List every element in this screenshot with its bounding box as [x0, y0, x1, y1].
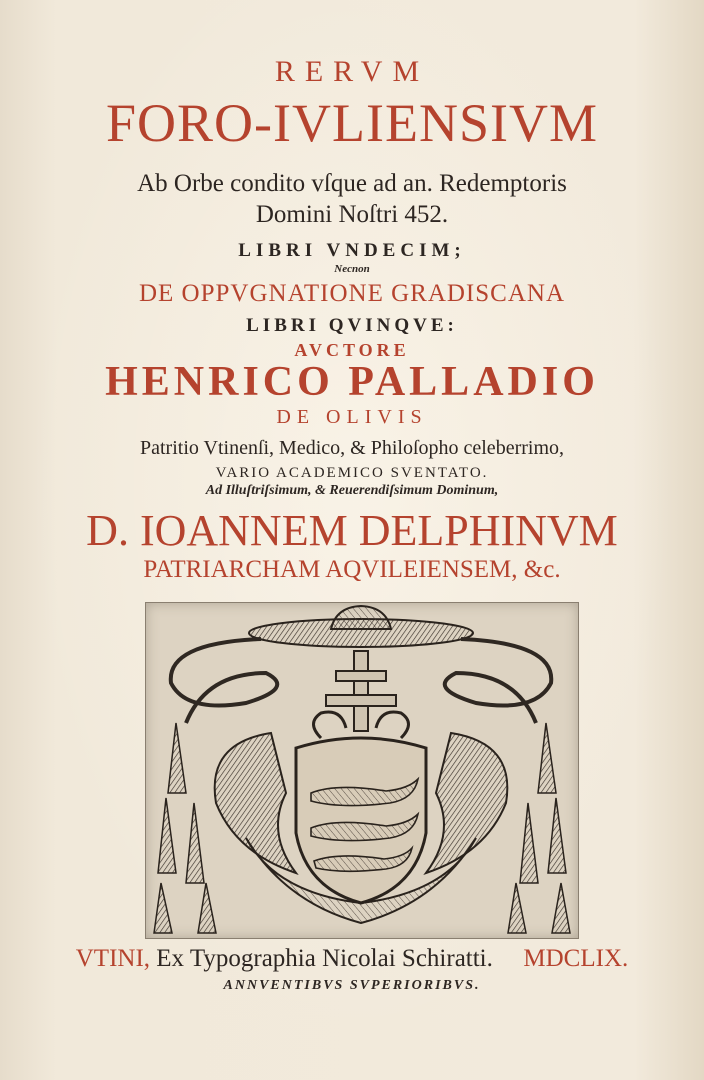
de-olivis: DE OLIVIS	[276, 406, 428, 428]
title-line-rerum: RERVM	[274, 55, 430, 88]
title-line-foro-iuliensium: FORO-IVLIENSIVM	[106, 93, 598, 153]
libri-undecim: LIBRI VNDECIM;	[238, 240, 466, 261]
coat-of-arms-icon	[146, 603, 578, 938]
academico-line: VARIO ACADEMICO SVENTATO.	[215, 465, 489, 481]
auctore: AVCTORE	[294, 340, 410, 360]
author-description: Patritio Vtinenſi, Medico, & Philoſopho celeberrimo,	[139, 437, 564, 459]
dedicatee-title: PATRIARCHAM AQVILEIENSEM, &c.	[143, 556, 561, 583]
subtitle-ab-orbe: Ab Orbe condito vſque ad an. Redemptoris	[137, 170, 567, 197]
dedicatee-name: D. IOANNEM DELPHINVM	[86, 506, 618, 555]
coat-of-arms-engraving	[145, 602, 579, 939]
de-oppugnatione: DE OPPVGNATIONE GRADISCANA	[138, 280, 565, 307]
subtitle-domini-nostri: Domini Noſtri 452.	[255, 201, 449, 228]
imprint-printer: Ex Typographia Nicolai Schiratti.	[156, 945, 493, 972]
imprint-year: MDCLIX.	[523, 945, 629, 972]
author-name: HENRICO PALLADIO	[105, 359, 599, 405]
imprint-place: VTINI,	[75, 945, 151, 972]
dedication-line: Ad Illuſtriſsimum, & Reuerendiſsimum Dominum,	[205, 483, 499, 498]
necnon: Necnon	[334, 263, 370, 275]
libri-quinque: LIBRI QVINQVE:	[246, 315, 458, 336]
imprint-line	[0, 945, 704, 973]
imprint-permission: ANNVENTIBVS SVPERIORIBVS.	[223, 978, 481, 993]
